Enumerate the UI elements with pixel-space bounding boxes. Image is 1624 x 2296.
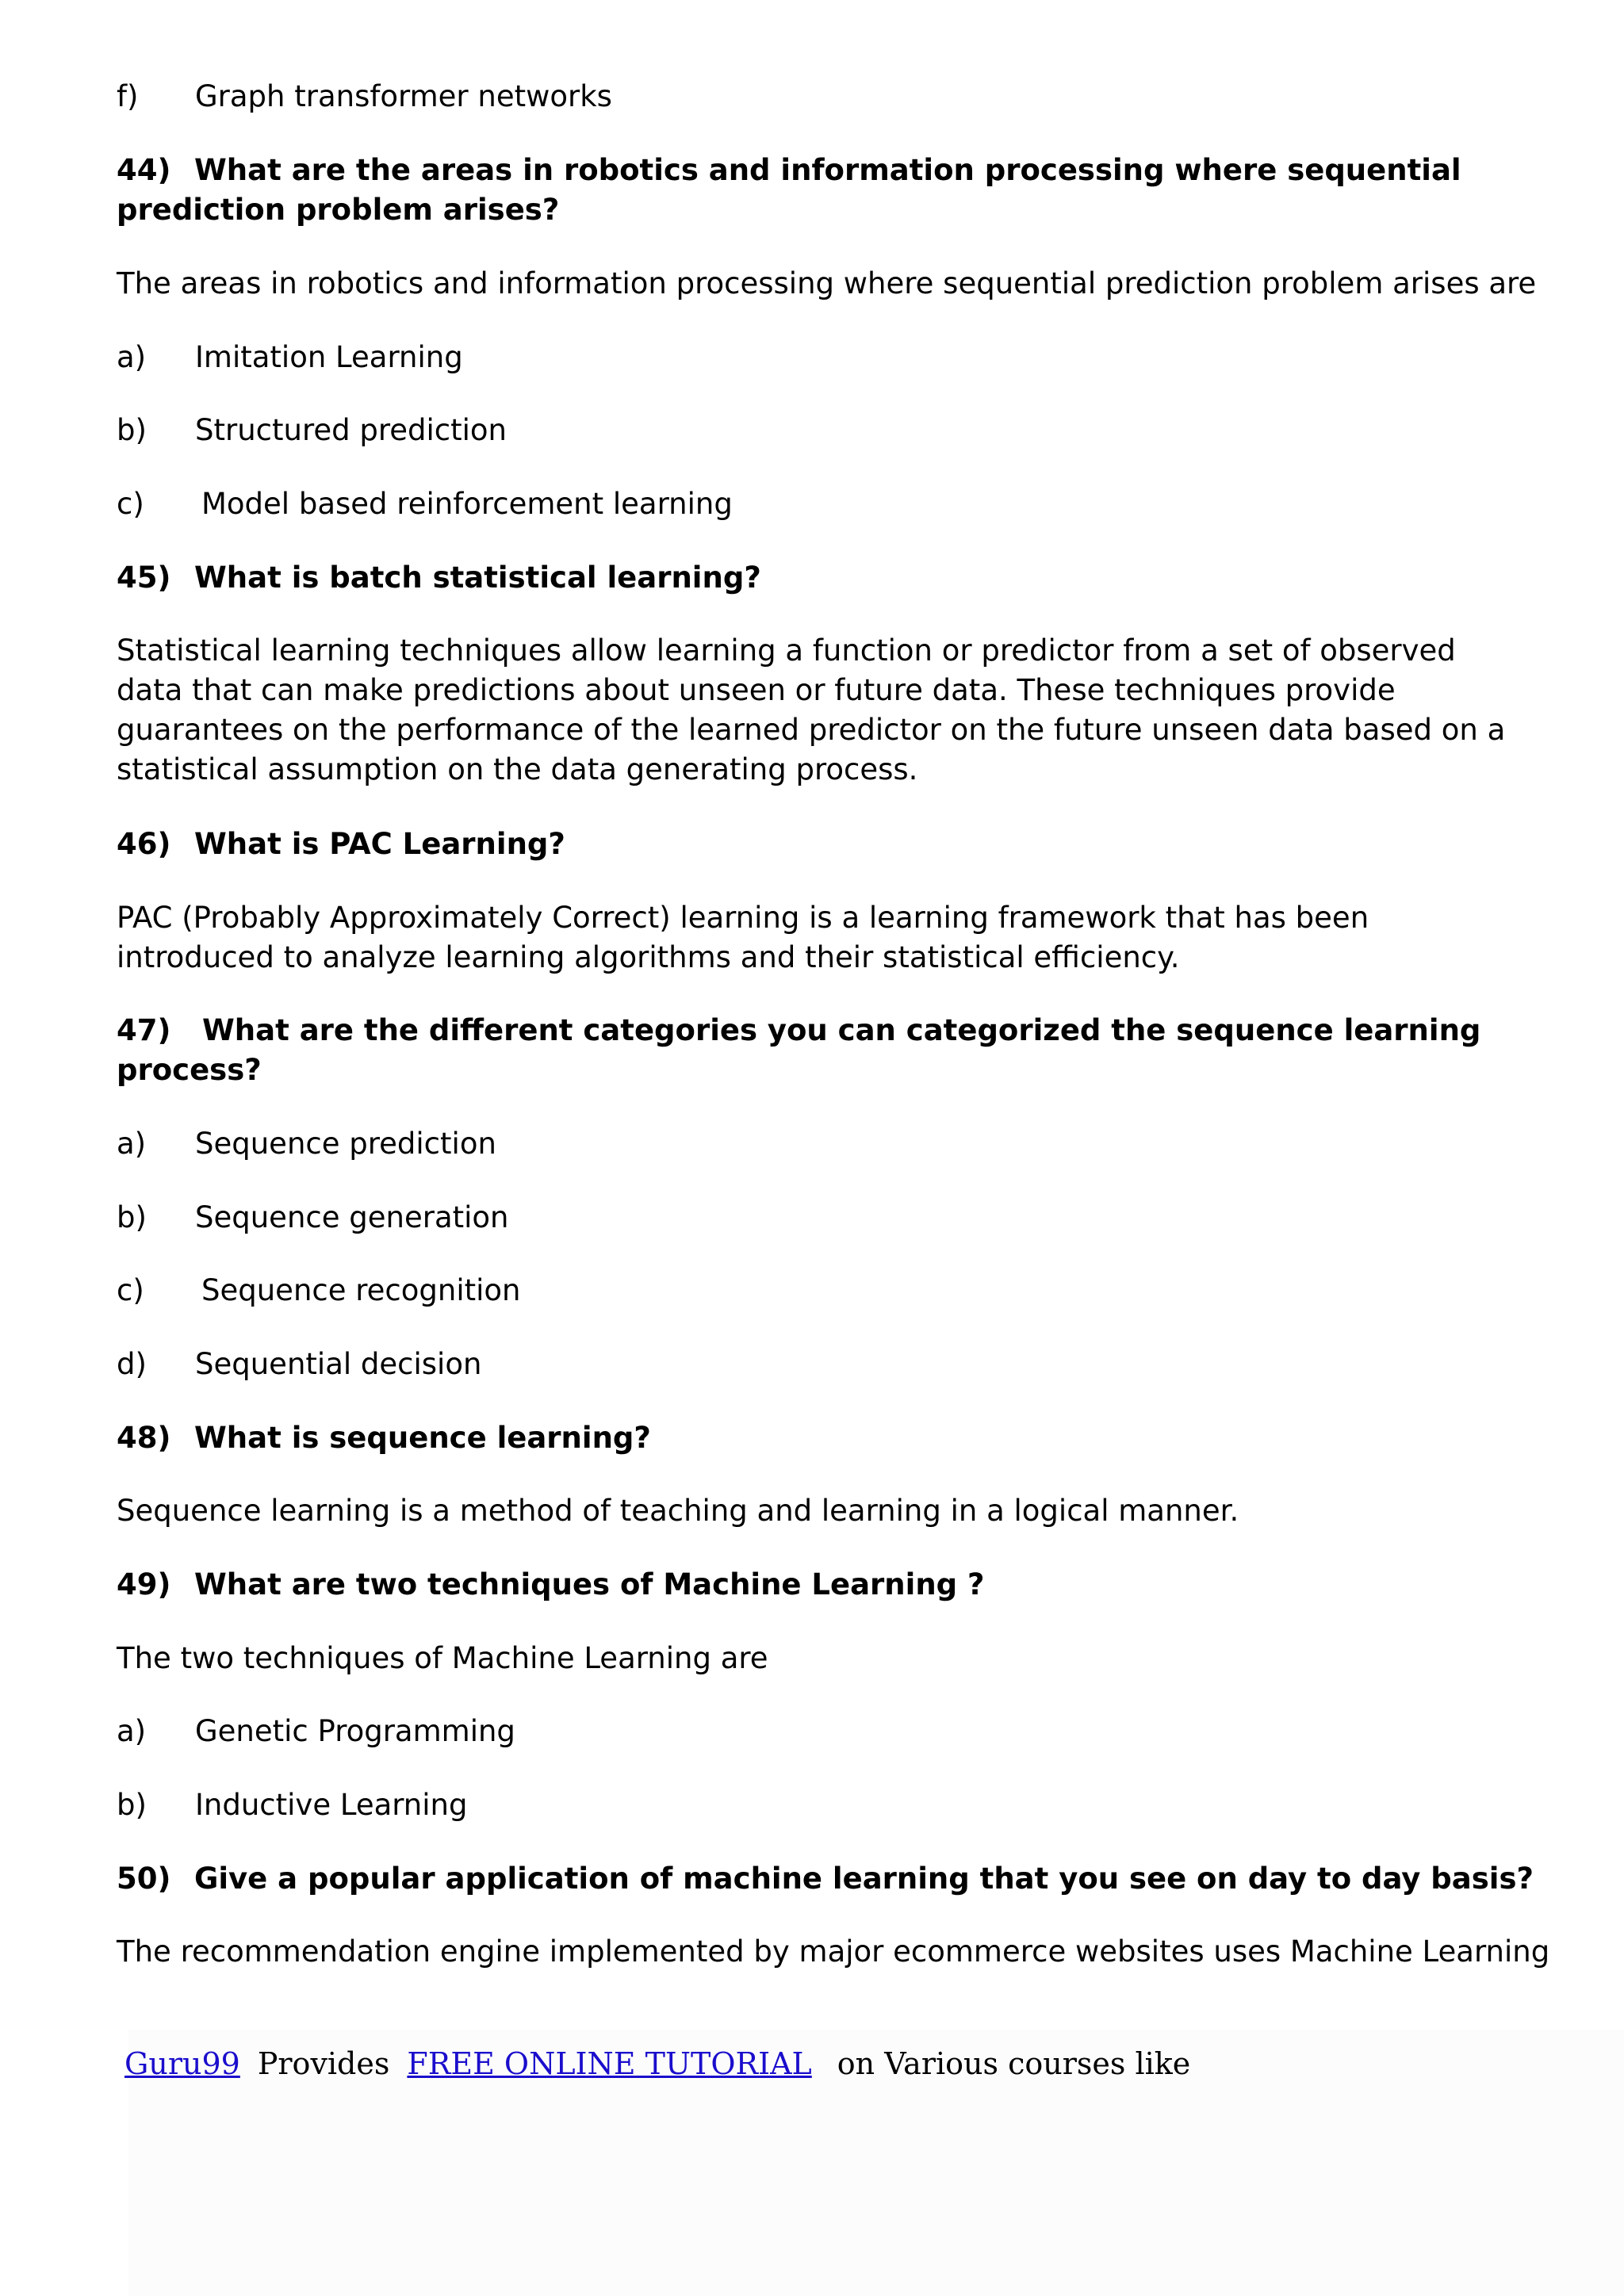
free-online-tutorial-link[interactable]: FREE ONLINE TUTORIAL — [407, 2046, 812, 2081]
list-item-text: Sequence generation — [195, 1200, 509, 1234]
list-item — [117, 77, 612, 117]
list-item-text: Model based reinforcement learning — [201, 487, 733, 521]
answer-paragraph: Statistical learning techniques allow learning a function or predictor from a set of observed data that can make predictions about unseen or future data. These techniques provide guarantees on the performance of the learned predictor on the future unseen data based on a statistical assumption on the data generating process. — [117, 633, 1506, 786]
list-item — [117, 338, 463, 377]
question-50 — [117, 1859, 1534, 1899]
question-47 — [117, 1011, 1512, 1090]
list-marker: c) — [117, 1273, 144, 1307]
list-marker: f) — [117, 79, 139, 113]
answer-paragraph: PAC (Probably Approximately Correct) learning is a learning framework that has been introduced to analyze learning algorithms and their statistical efficiency. — [117, 901, 1369, 974]
list-item-text: Inductive Learning — [195, 1788, 468, 1822]
question-number: 45) — [117, 561, 171, 595]
list-marker: a) — [117, 340, 147, 374]
list-marker: a) — [117, 1714, 147, 1748]
question-number: 49) — [117, 1567, 171, 1601]
list-item — [117, 1345, 481, 1384]
list-item-text: Genetic Programming — [195, 1714, 515, 1748]
guru99-link[interactable]: Guru99 — [124, 2046, 240, 2081]
question-48 — [117, 1418, 651, 1458]
list-item-text: Imitation Learning — [195, 340, 463, 374]
question-number: 46) — [117, 827, 171, 861]
question-text: What are the different categories you can categorized the sequence learning process? — [117, 1013, 1481, 1087]
list-item — [117, 1271, 521, 1311]
list-item — [117, 411, 507, 450]
list-item — [117, 1785, 467, 1825]
question-text: What are the areas in robotics and information processing where sequential prediction problem arises? — [117, 153, 1461, 227]
list-marker: d) — [117, 1347, 147, 1381]
list-item-text: Graph transformer networks — [195, 79, 612, 113]
question-number: 48) — [117, 1421, 171, 1455]
question-text: Give a popular application of machine learning that you see on day to day basis? — [194, 1862, 1534, 1896]
list-item — [117, 1198, 509, 1238]
question-number: 47) — [117, 1013, 171, 1047]
footer-tail-text: on Various courses like — [837, 2046, 1191, 2081]
question-45 — [117, 558, 761, 598]
answer-intro: The areas in robotics and information processing where sequential prediction problem arises are — [117, 266, 1537, 300]
question-text: What is sequence learning? — [194, 1421, 651, 1455]
footer-promo — [124, 2044, 1190, 2084]
question-44 — [117, 151, 1512, 230]
question-number: 50) — [117, 1862, 171, 1896]
list-marker: b) — [117, 1788, 147, 1822]
list-item — [117, 1712, 515, 1751]
question-number: 44) — [117, 153, 171, 187]
list-marker: c) — [117, 487, 144, 521]
list-item-text: Structured prediction — [195, 413, 507, 447]
answer-paragraph: The recommendation engine implemented by major ecommerce websites uses Machine Learning — [117, 1934, 1550, 1969]
question-text: What is batch statistical learning? — [194, 561, 761, 595]
list-item — [117, 1124, 496, 1164]
list-item-text: Sequence recognition — [201, 1273, 521, 1307]
list-item — [117, 484, 733, 524]
list-marker: b) — [117, 1200, 147, 1234]
answer-intro: The two techniques of Machine Learning are — [117, 1641, 768, 1675]
list-marker: a) — [117, 1127, 147, 1161]
question-text: What is PAC Learning? — [194, 827, 565, 861]
question-46 — [117, 825, 565, 864]
list-marker: b) — [117, 413, 147, 447]
list-item-text: Sequential decision — [195, 1347, 482, 1381]
question-text: What are two techniques of Machine Learning ? — [194, 1567, 985, 1601]
list-item-text: Sequence prediction — [195, 1127, 496, 1161]
answer-paragraph: Sequence learning is a method of teaching and learning in a logical manner. — [117, 1494, 1239, 1528]
footer-provides-text: Provides — [257, 2046, 390, 2081]
question-49 — [117, 1565, 985, 1605]
